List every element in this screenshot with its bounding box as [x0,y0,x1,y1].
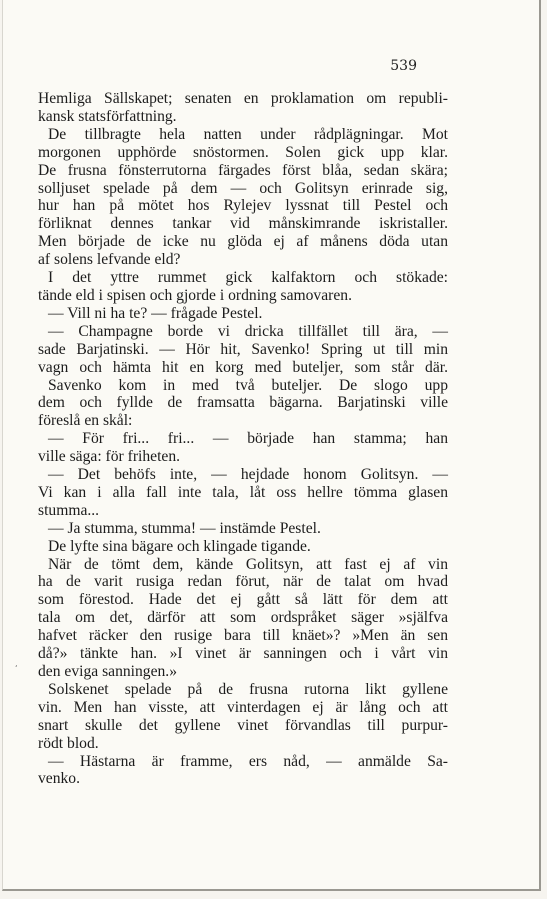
text-line: — Champagne borde vi dricka tillfället till ära, — [48,322,448,340]
text-line: venko. [38,770,81,788]
text-line: dem och fyllde de framsatta bägarna. Barjatinski ville [38,394,448,412]
text-line: solljuset spelade på dem — och Golitsyn erinrade sig, [38,179,448,197]
margin-mark: ‘ [15,664,18,673]
text-line: — Det behöfs inte, — hejdade honom Golitsyn. — [48,466,448,484]
page-number: 539 [390,58,417,74]
text-line: då?» tänkte han. »I vinet är sanningen och i vårt vin [38,645,448,663]
text-line: Solskenet spelade på de frusna rutorna likt gyllene [48,680,448,698]
book-page [2,0,541,891]
text-line: af solens lefvande eld? [38,251,181,269]
text-line: De lyfte sina bägare och klingade tigande. [48,537,311,555]
text-line: tände eld i spisen och gjorde i ordning samovaren. [38,286,352,304]
body-text [38,90,448,788]
text-line: som förestod. Hade det ej gått så lätt för dem att [38,591,448,609]
text-line: Savenko kom in med två buteljer. De slogo upp [48,376,448,394]
text-line: Men började de icke nu glöda ej af månens döda utan [38,233,448,251]
text-line: Hemliga Sällskapet; senaten en proklamation om republi- [38,90,448,107]
text-line: De frusna fönsterrutorna färgades först blåa, sedan skära; [38,161,448,179]
text-line: rödt blod. [38,734,99,752]
text-line: snart skulle det gyllene vinet förvandlas till purpur- [38,716,448,734]
text-line: sade Barjatinski. — Hör hit, Savenko! Spring ut till min [38,340,448,358]
text-line: — Vill ni ha te? — frågade Pestel. [48,304,263,322]
text-line: — För fri... fri... — började han stamma; han [48,430,448,448]
text-line: I det yttre rummet gick kalfaktorn och stökade: [48,269,448,287]
text-line: den eviga sanningen.» [38,663,178,680]
text-line: ha de varit rusiga redan förut, när de talat om hvad [38,573,448,591]
text-line: När de tömt dem, kände Golitsyn, att fast ej af vin [48,555,448,573]
text-line: vagn och hämta hit en korg med buteljer, som står där. [38,358,448,376]
text-line: De tillbragte hela natten under rådplägningar. Mot [48,125,448,143]
text-line: ville säga: för friheten. [38,448,181,466]
text-line: kansk statsförfattning. [38,107,177,125]
text-line: — Ja stumma, stumma! — instämde Pestel. [48,519,321,537]
text-line: hafvet räcker den rusige bara till knäet»? »Men än sen [38,627,448,645]
text-line: stumma... [38,501,100,519]
text-line: hur han på mötet hos Rylejev lyssnat till Pestel och [38,197,448,215]
text-line: tala om det, därför att som ordspråket säger »själfva [38,609,448,627]
text-line: — Hästarna är framme, ers nåd, — anmälde Sa- [48,752,448,770]
text-line: vin. Men han visste, att vinterdagen ej är lång och att [38,698,448,716]
text-line: morgonen upphörde snöstormen. Solen gick upp klar. [38,143,448,161]
text-line: förliknat dennes tankar vid månskimrande iskristaller. [38,215,448,233]
text-line: föreslå en skål: [38,412,133,430]
text-line: Vi kan i alla fall inte tala, låt oss hellre tömma glasen [38,483,448,501]
